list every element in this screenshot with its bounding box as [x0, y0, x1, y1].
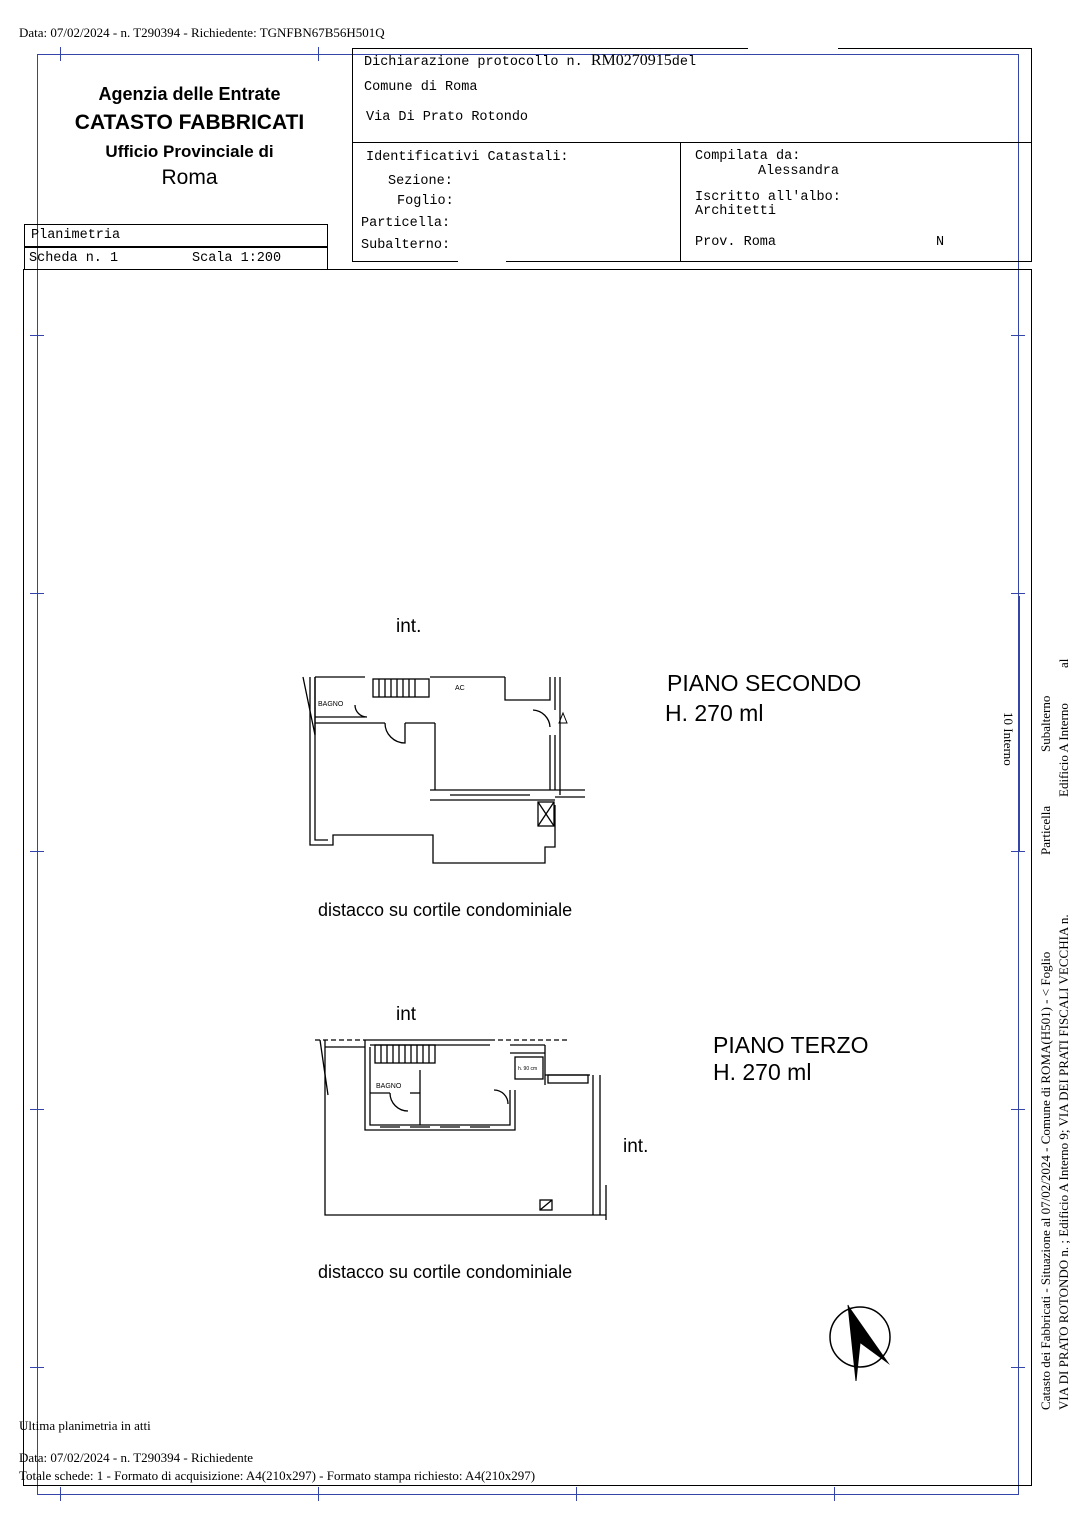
- scale: Scala 1:200: [192, 251, 282, 266]
- frame-bottom-line: [37, 1494, 1019, 1495]
- particella-label: Particella:: [361, 216, 451, 231]
- floor-plan-secondo: [295, 665, 595, 870]
- tick-mark: [576, 1487, 577, 1501]
- tick-mark: [834, 1487, 835, 1501]
- piano-secondo-height: H. 270 ml: [665, 700, 764, 726]
- side-edificio-label: Edificio A Interno: [1056, 703, 1071, 797]
- footer-totals: Totale schede: 1 - Formato di acquisizione: A4(210x297) - Formato stampa richiesto: A4(210x297): [19, 1468, 536, 1483]
- caption-secondo: distacco su cortile condominiale: [318, 900, 573, 920]
- top-request-line: Data: 07/02/2024 - n. T290394 - Richiedente: TGNFBN67B56H501Q: [19, 25, 385, 40]
- footer-request: Data: 07/02/2024 - n. T290394 - Richiedente: [19, 1450, 254, 1465]
- room-bagno-secondo: BAGNO: [318, 701, 344, 708]
- foglio-label: Foglio:: [397, 194, 454, 209]
- piano-secondo-title: PIANO SECONDO: [667, 670, 862, 696]
- sezione-label: Sezione:: [388, 174, 453, 189]
- protocol-number: RM0270915: [590, 52, 672, 69]
- room-ac-secondo: AC: [455, 685, 465, 692]
- declaration-column-divider: [680, 142, 681, 262]
- side-al-label: al: [1056, 658, 1071, 668]
- tick-mark: [60, 1487, 61, 1501]
- north-arrow-icon: [826, 1303, 894, 1383]
- room-bagno-terzo: BAGNO: [376, 1083, 402, 1090]
- declaration-line: [364, 52, 696, 70]
- planimetria-divider: [24, 246, 328, 248]
- tick-mark: [318, 1487, 319, 1501]
- box-gap: [458, 257, 506, 265]
- office-label: Ufficio Provinciale di: [105, 142, 274, 161]
- declaration-suffix: del: [671, 55, 697, 70]
- tick-mark: [318, 47, 319, 61]
- declaration-divider: [352, 142, 1032, 143]
- piano-terzo-title: PIANO TERZO: [713, 1032, 869, 1058]
- int-label-terzo-right: int.: [623, 1136, 649, 1157]
- caption-terzo: distacco su cortile condominiale: [318, 1262, 573, 1282]
- int-label-terzo: int: [396, 1004, 417, 1025]
- compilata-label: Compilata da:: [695, 149, 801, 164]
- floor-plan-terzo: [310, 1035, 610, 1225]
- identifiers-title: Identificativi Catastali:: [366, 150, 569, 165]
- planimetria-title: Planimetria: [31, 228, 121, 243]
- office-city: Roma: [161, 166, 218, 189]
- piano-terzo-height: H. 270 ml: [713, 1059, 812, 1085]
- scheda-number: Scheda n. 1: [29, 251, 119, 266]
- side-address-line: VIA DI PRATO ROTONDO n. ; Edificio A Interno 9; VIA DEI PRATI FISCALI VECCHIA n.: [1056, 914, 1071, 1410]
- side-situation-line: Catasto dei Fabbricati - Situazione al 07/02/2024 - Comune di ROMA(H501) - < Foglio: [1038, 951, 1053, 1410]
- tick-mark: [60, 47, 61, 61]
- compiler-name: Alessandra: [758, 164, 840, 179]
- box-gap: [748, 46, 838, 51]
- side-subalterno-label: Subalterno: [1038, 695, 1053, 752]
- comune: Comune di Roma: [364, 80, 478, 95]
- albo-value: Architetti: [695, 204, 777, 219]
- agency-name: Agenzia delle Entrate: [98, 84, 281, 104]
- int-label-secondo: int.: [396, 616, 422, 637]
- side-rotated-label: 10 Interno: [1001, 712, 1016, 766]
- address: Via Di Prato Rotondo: [366, 110, 529, 125]
- footer-last-plan: Ultima planimetria in atti: [19, 1418, 151, 1433]
- iscritto-label: Iscritto all'albo:: [695, 190, 841, 205]
- catasto-title: CATASTO FABBRICATI: [74, 111, 305, 134]
- room-note-terzo: h. 90 cm: [518, 1066, 538, 1072]
- side-particella-label: Particella: [1038, 805, 1053, 855]
- declaration-prefix: Dichiarazione protocollo n.: [364, 55, 583, 70]
- number-label: N: [936, 235, 945, 250]
- subalterno-label: Subalterno:: [361, 238, 451, 253]
- province: Prov. Roma: [695, 235, 777, 250]
